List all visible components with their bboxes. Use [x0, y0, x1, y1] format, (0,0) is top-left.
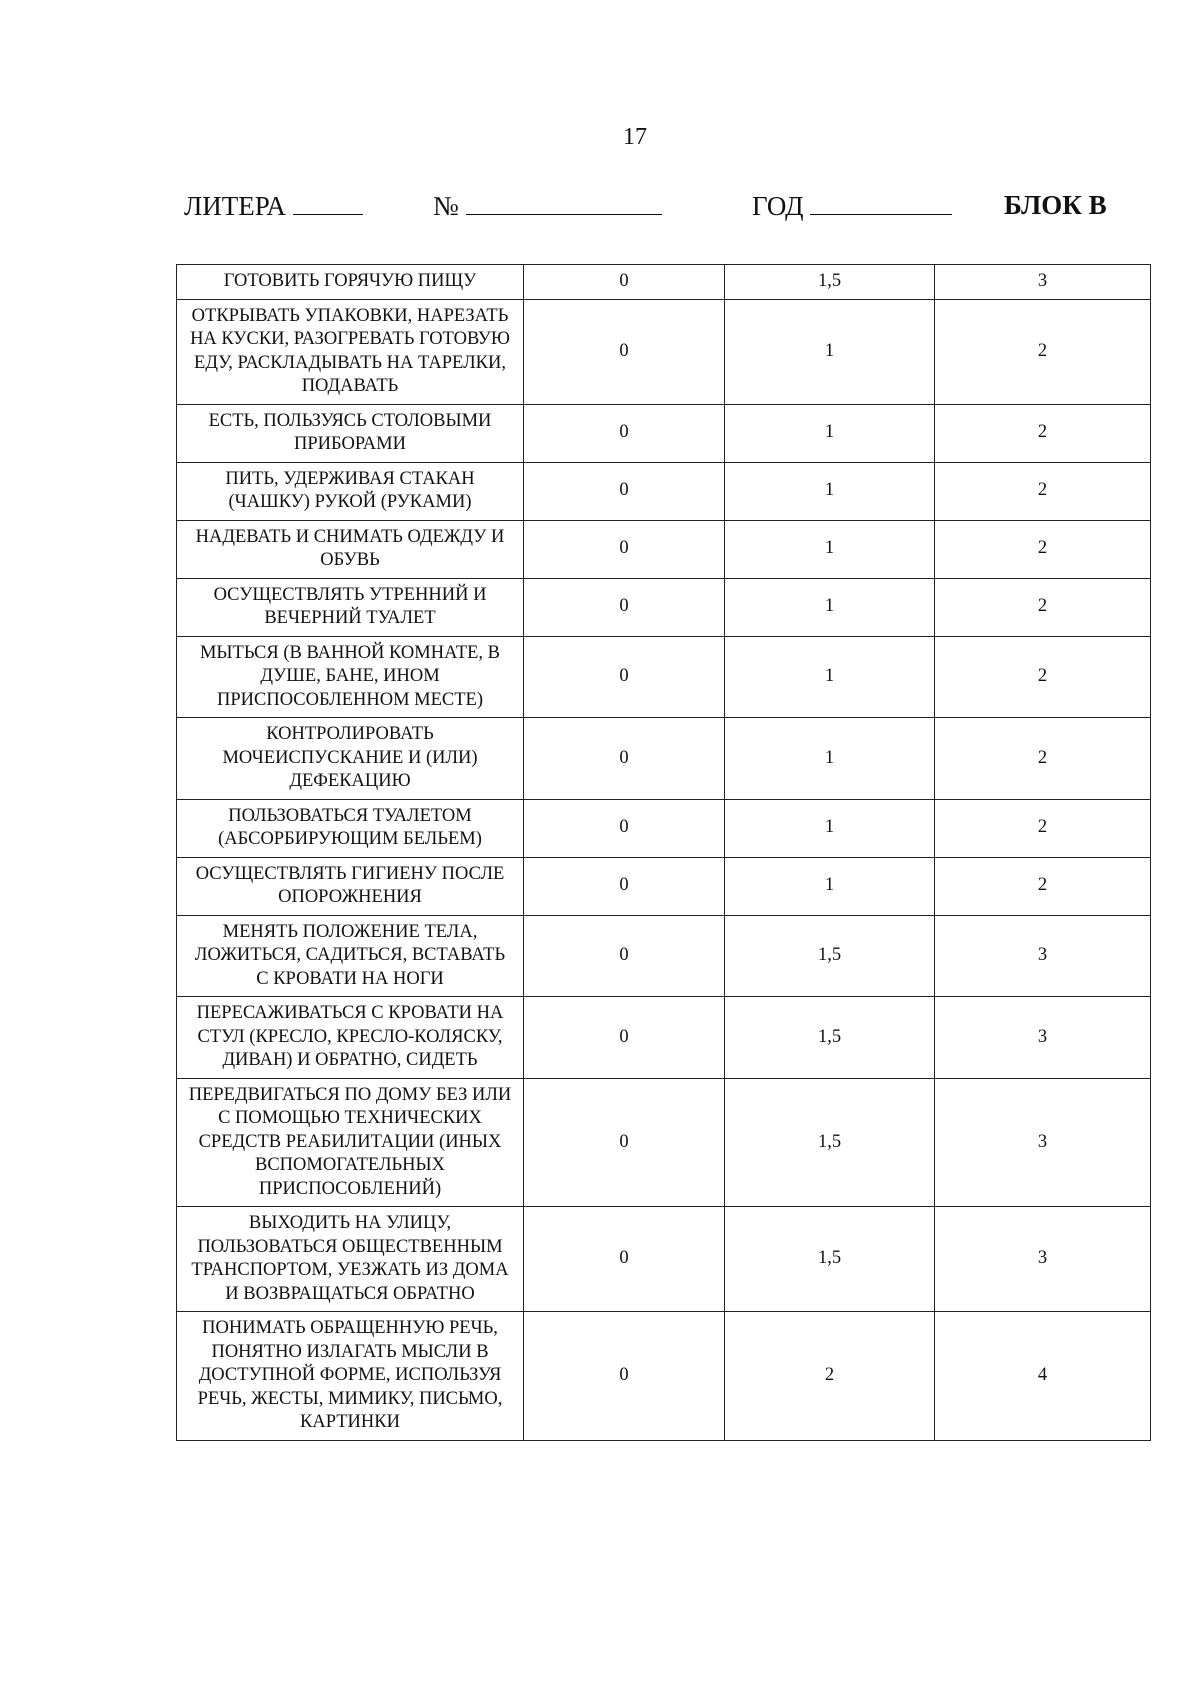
activity-cell: ГОТОВИТЬ ГОРЯЧУЮ ПИЩУ: [177, 265, 524, 300]
score-0-cell: 0: [524, 1207, 725, 1312]
score-1-cell: 1: [725, 520, 935, 578]
score-0-cell: 0: [524, 915, 725, 997]
table-row: [177, 1078, 1151, 1207]
score-2-cell: 2: [935, 299, 1151, 404]
table-row: [177, 578, 1151, 636]
activity-cell: МЫТЬСЯ (В ВАННОЙ КОМНАТЕ, В ДУШЕ, БАНЕ, ИНОМ ПРИСПОСОБЛЕННОМ МЕСТЕ): [177, 636, 524, 718]
number-label: №: [433, 191, 459, 221]
score-1-cell: 1: [725, 799, 935, 857]
activity-cell: МЕНЯТЬ ПОЛОЖЕНИЕ ТЕЛА, ЛОЖИТЬСЯ, САДИТЬСЯ, ВСТАВАТЬ С КРОВАТИ НА НОГИ: [177, 915, 524, 997]
activity-cell: ПОНИМАТЬ ОБРАЩЕННУЮ РЕЧЬ, ПОНЯТНО ИЗЛАГАТЬ МЫСЛИ В ДОСТУПНОЙ ФОРМЕ, ИСПОЛЬЗУЯ РЕЧЬ, ЖЕСТЫ, МИМИКУ, ПИСЬМО, КАРТИНКИ: [177, 1312, 524, 1441]
score-1-cell: 1,5: [725, 1078, 935, 1207]
year-label: ГОД: [752, 191, 804, 221]
score-2-cell: 2: [935, 799, 1151, 857]
number-blank: [466, 190, 662, 215]
activity-cell: ПОЛЬЗОВАТЬСЯ ТУАЛЕТОМ (АБСОРБИРУЮЩИМ БЕЛЬЕМ): [177, 799, 524, 857]
score-0-cell: 0: [524, 520, 725, 578]
score-2-cell: 2: [935, 636, 1151, 718]
score-2-cell: 2: [935, 404, 1151, 462]
score-2-cell: 2: [935, 718, 1151, 800]
year-field: [752, 190, 952, 222]
score-2-cell: 3: [935, 997, 1151, 1079]
score-0-cell: 0: [524, 857, 725, 915]
score-1-cell: 1: [725, 636, 935, 718]
table-row: [177, 857, 1151, 915]
score-1-cell: 1: [725, 718, 935, 800]
number-field: [433, 190, 662, 222]
activity-cell: ОСУЩЕСТВЛЯТЬ УТРЕННИЙ И ВЕЧЕРНИЙ ТУАЛЕТ: [177, 578, 524, 636]
page-number: 17: [623, 124, 647, 150]
score-1-cell: 1,5: [725, 1207, 935, 1312]
score-0-cell: 0: [524, 1312, 725, 1441]
score-1-cell: 1: [725, 299, 935, 404]
activity-cell: КОНТРОЛИРОВАТЬ МОЧЕИСПУСКАНИЕ И (ИЛИ) ДЕФЕКАЦИЮ: [177, 718, 524, 800]
table-row: [177, 1312, 1151, 1441]
score-1-cell: 1,5: [725, 265, 935, 300]
score-0-cell: 0: [524, 462, 725, 520]
score-1-cell: 1: [725, 857, 935, 915]
score-1-cell: 2: [725, 1312, 935, 1441]
score-2-cell: 3: [935, 1078, 1151, 1207]
activity-cell: ПЕРЕДВИГАТЬСЯ ПО ДОМУ БЕЗ ИЛИ С ПОМОЩЬЮ ТЕХНИЧЕСКИХ СРЕДСТВ РЕАБИЛИТАЦИИ (ИНЫХ ВСПОМОГАТЕЛЬНЫХ ПРИСПОСОБЛЕНИЙ): [177, 1078, 524, 1207]
score-1-cell: 1: [725, 404, 935, 462]
score-0-cell: 0: [524, 404, 725, 462]
score-0-cell: 0: [524, 578, 725, 636]
table-row: [177, 404, 1151, 462]
form-header: [0, 190, 1200, 230]
table-row: [177, 718, 1151, 800]
score-0-cell: 0: [524, 1078, 725, 1207]
score-0-cell: 0: [524, 299, 725, 404]
score-2-cell: 2: [935, 578, 1151, 636]
table-row: [177, 636, 1151, 718]
score-2-cell: 2: [935, 520, 1151, 578]
score-2-cell: 3: [935, 265, 1151, 300]
block-label: БЛОК В: [1004, 190, 1107, 220]
score-0-cell: 0: [524, 997, 725, 1079]
score-0-cell: 0: [524, 799, 725, 857]
table-row: [177, 299, 1151, 404]
activity-cell: ОСУЩЕСТВЛЯТЬ ГИГИЕНУ ПОСЛЕ ОПОРОЖНЕНИЯ: [177, 857, 524, 915]
litera-label: ЛИТЕРА: [184, 191, 286, 221]
score-0-cell: 0: [524, 718, 725, 800]
year-blank: [810, 190, 952, 215]
table-body: [177, 265, 1151, 1441]
activity-cell: ВЫХОДИТЬ НА УЛИЦУ, ПОЛЬЗОВАТЬСЯ ОБЩЕСТВЕННЫМ ТРАНСПОРТОМ, УЕЗЖАТЬ ИЗ ДОМА И ВОЗВРАЩАТЬСЯ ОБРАТНО: [177, 1207, 524, 1312]
table-row: [177, 915, 1151, 997]
table-row: [177, 997, 1151, 1079]
table-row: [177, 520, 1151, 578]
score-2-cell: 3: [935, 1207, 1151, 1312]
activity-cell: ЕСТЬ, ПОЛЬЗУЯСЬ СТОЛОВЫМИ ПРИБОРАМИ: [177, 404, 524, 462]
table-row: [177, 1207, 1151, 1312]
litera-field: [184, 190, 363, 222]
activity-cell: ПИТЬ, УДЕРЖИВАЯ СТАКАН (ЧАШКУ) РУКОЙ (РУКАМИ): [177, 462, 524, 520]
activity-cell: ПЕРЕСАЖИВАТЬСЯ С КРОВАТИ НА СТУЛ (КРЕСЛО, КРЕСЛО-КОЛЯСКУ, ДИВАН) И ОБРАТНО, СИДЕТЬ: [177, 997, 524, 1079]
score-1-cell: 1: [725, 462, 935, 520]
score-0-cell: 0: [524, 636, 725, 718]
activity-score-table: [176, 264, 1151, 1441]
score-2-cell: 2: [935, 462, 1151, 520]
score-2-cell: 3: [935, 915, 1151, 997]
table-row: [177, 799, 1151, 857]
score-1-cell: 1: [725, 578, 935, 636]
table-row: [177, 462, 1151, 520]
activity-cell: ОТКРЫВАТЬ УПАКОВКИ, НАРЕЗАТЬ НА КУСКИ, РАЗОГРЕВАТЬ ГОТОВУЮ ЕДУ, РАСКЛАДЫВАТЬ НА ТАРЕЛКИ, ПОДАВАТЬ: [177, 299, 524, 404]
litera-blank: [293, 190, 363, 215]
score-0-cell: 0: [524, 265, 725, 300]
score-2-cell: 4: [935, 1312, 1151, 1441]
table-row: [177, 265, 1151, 300]
score-2-cell: 2: [935, 857, 1151, 915]
score-1-cell: 1,5: [725, 915, 935, 997]
score-1-cell: 1,5: [725, 997, 935, 1079]
activity-cell: НАДЕВАТЬ И СНИМАТЬ ОДЕЖДУ И ОБУВЬ: [177, 520, 524, 578]
